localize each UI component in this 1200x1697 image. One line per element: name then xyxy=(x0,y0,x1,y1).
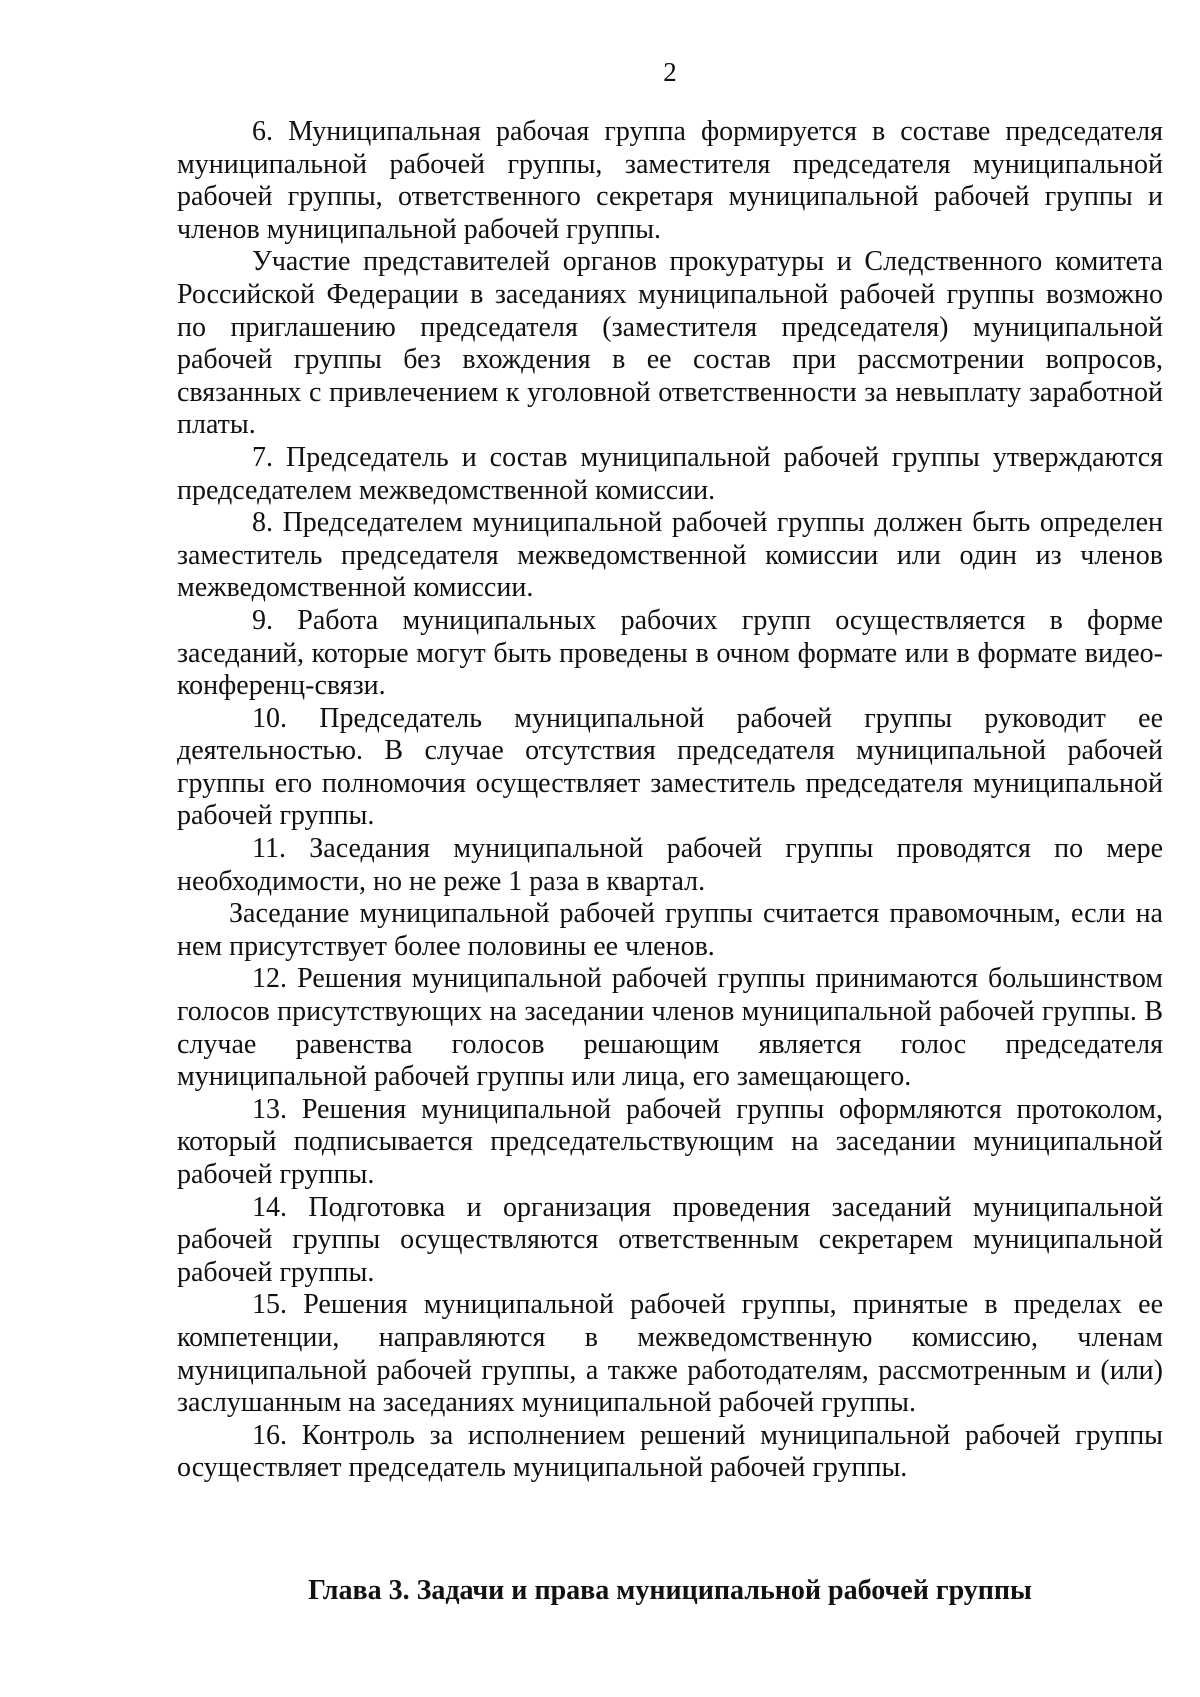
paragraph-12: 12. Решения муниципальной рабочей группы принимаются большинством голосов присутствующих на заседании членов муниципальной рабочей группы. В случае равенства голосов решающим является голос председателя муниципальной рабочей группы или лица, его замещающего. xyxy=(177,963,1163,1093)
paragraph-7: 7. Председатель и состав муниципальной рабочей группы утверждаются председателем межведомственной комиссии. xyxy=(177,441,1163,506)
paragraph-14: 14. Подготовка и организация проведения заседаний муниципальной рабочей группы осуществляются ответственным секретарем муниципальной рабочей группы. xyxy=(177,1191,1163,1288)
paragraph-10: 10. Председатель муниципальной рабочей группы руководит ее деятельностью. В случае отсутствия председателя муниципальной рабочей группы его полномочия осуществляет заместитель председателя муниципальной рабочей группы. xyxy=(177,702,1163,832)
paragraph-6-continuation: Участие представителей органов прокуратуры и Следственного комитета Российской Федерации в заседаниях муниципальной рабочей группы возможно по приглашению председателя (заместителя председателя) муниципальной рабочей группы без вхождения в ее состав при рассмотрении вопросов, связанных с привлечением к уголовной ответственности за невыплату заработной платы. xyxy=(177,246,1163,441)
paragraph-8: 8. Председателем муниципальной рабочей группы должен быть определен заместитель председателя межведомственной комиссии или один из членов межведомственной комиссии. xyxy=(177,507,1163,604)
document-body xyxy=(177,116,1163,1485)
paragraph-6: 6. Муниципальная рабочая группа формируется в составе председателя муниципальной рабочей группы, заместителя председателя муниципальной рабочей группы, ответственного секретаря муниципальной рабочей группы и членов муниципальной рабочей группы. xyxy=(177,116,1163,245)
page-number: 2 xyxy=(663,57,677,87)
paragraph-11-continuation: Заседание муниципальной рабочей группы считается правомочным, если на нем присутствует более половины ее членов. xyxy=(177,898,1163,962)
chapter-heading: Глава 3. Задачи и права муниципальной рабочей группы xyxy=(308,1575,1032,1606)
paragraph-16: 16. Контроль за исполнением решений муниципальной рабочей группы осуществляет председатель муниципальной рабочей группы. xyxy=(177,1419,1163,1484)
paragraph-15: 15. Решения муниципальной рабочей группы, принятые в пределах ее компетенции, направляются в межведомственную комиссию, членам муниципальной рабочей группы, а также работодателям, рассмотренным и (или) заслушанным на заседаниях муниципальной рабочей группы. xyxy=(177,1289,1163,1419)
paragraph-13: 13. Решения муниципальной рабочей группы оформляются протоколом, который подписывается председательствующим на заседании муниципальной рабочей группы. xyxy=(177,1093,1163,1190)
paragraph-9: 9. Работа муниципальных рабочих групп осуществляется в форме заседаний, которые могут быть проведены в очном формате или в формате видео-конференц-связи. xyxy=(177,604,1163,702)
paragraph-11: 11. Заседания муниципальной рабочей группы проводятся по мере необходимости, но не реже 1 раза в квартал. xyxy=(177,833,1163,897)
